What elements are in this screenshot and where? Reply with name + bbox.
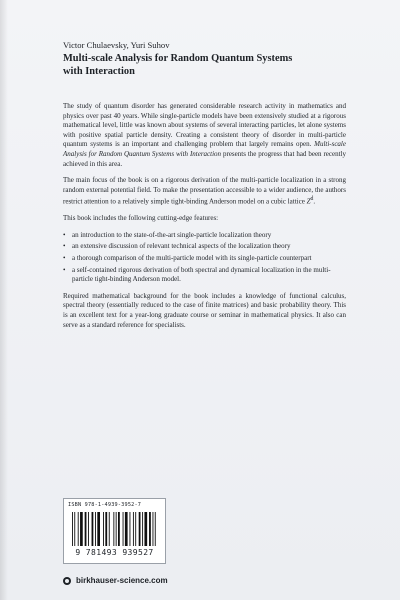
blurb-paragraph-1: The study of quantum disorder has generated considerable research activity in mathematics and physics over past 40 years. While single-particle models have been extensively studied at a rigorous mathematical level, little was known about systems of several interacting particles, let alone systems with positive spatial particle density. Creating a consistent theory of disorder in multi-particle quantum systems is an important and challenging problem that largely remains open. Multi-scale Analysis for Random Quantum Systems with Interaction presents the progress that had been recently achieved in this area. [63,102,347,168]
isbn-label: ISBN 978-1-4939-3952-7 [68,502,142,508]
publisher-logo-icon [63,577,71,585]
blurb-paragraph-4: Required mathematical background for the book includes a knowledge of functional calculus, spectral theory (essentially reduced to the case of finite matrices) and basic probability theory. This is an excellent text for a year-long graduate course or seminar in mathematical physics. It also can serve as a standard reference for specialists. [63,291,346,329]
feature-item: • an introduction to the state-of-the-art single-particle localization theory [63,230,272,239]
barcode-digits: 9 781493 939527 [75,548,154,557]
blurb-paragraph-3: This book includes the following cutting-edge features: [63,214,219,223]
cover-header [63,40,363,78]
publisher [63,576,168,585]
lattice-symbol: Z [306,197,311,206]
bullet-icon: • [63,265,66,274]
feature-item: • a self-contained rigorous derivation of both spectral and dynamical localization in the multi-particle tight-binding Anderson model. [63,265,331,284]
feature-list [63,231,346,285]
lattice-dimension: d [310,196,314,203]
blurb-paragraph-2: The main focus of the book is on a rigorous derivation of the multi-particle localization in a strong random external potential field. To make the presentation accessible to a wider audience, the authors restrict attention to a relatively simple tight-binding Anderson model on a cubic lattice $Z^d$. [63,176,346,206]
publisher-url: birkhauser-science.com [76,576,168,585]
bullet-icon: • [63,254,66,263]
barcode-icon [72,512,158,546]
spine-shadow [0,0,8,600]
book-title: Multi-scale Analysis for Random Quantum Systems with Interaction [63,53,293,77]
bullet-icon: • [63,242,66,251]
blurb [63,102,346,337]
authors: Victor Chulaevsky, Yuri Suhov [63,40,170,50]
book-title-italic: Multi-scale Analysis for Random Quantum Systems with Interaction [63,140,346,158]
feature-item: • an extensive discussion of relevant technical aspects of the localization theory [63,242,291,251]
bullet-icon: • [63,230,66,239]
barcode-box [63,498,166,564]
feature-item: • a thorough comparison of the multi-particle model with its single-particle counterpart [63,254,312,263]
